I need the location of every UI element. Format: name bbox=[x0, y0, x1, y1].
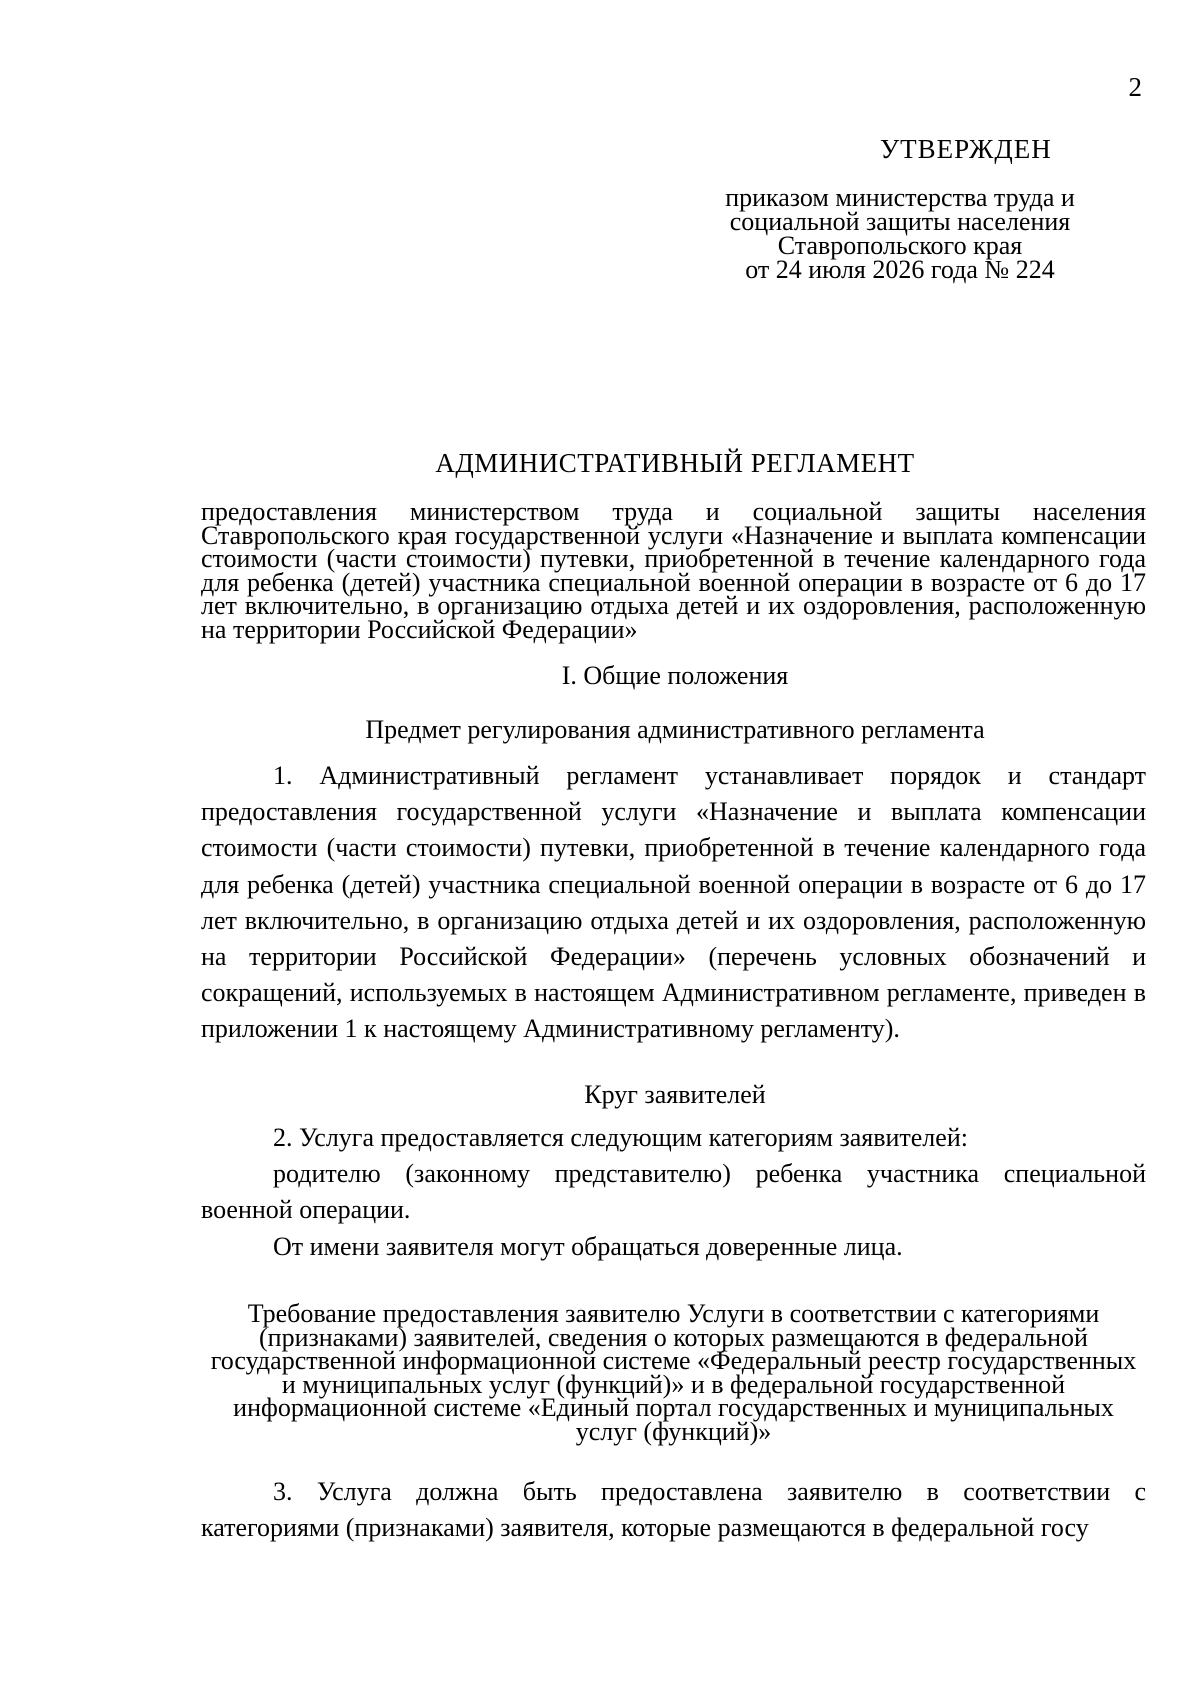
subsection-heading-subject: Предмет регулирования административного регламента bbox=[365, 715, 985, 744]
subsection-heading-applicants: Круг заявителей bbox=[584, 1080, 766, 1109]
approval-line: социальной защиты населения bbox=[729, 207, 1071, 236]
section-heading-general: I. Общие положения bbox=[561, 661, 789, 690]
document-subtitle: предоставления министерством труда и социальной защиты населения Ставропольского края государственной услуги «Назначение и выплата компенсации стоимости (части стоимости) путевки, приобретенной в течение календарного года для ребенка (детей) участника специальной военной операции в возрасте от 6 до 17 лет включительно, в организацию отдыха детей и их оздоровления, расположенную на территории Российской Федерации» bbox=[201, 497, 1146, 644]
page-number: 2 bbox=[1128, 72, 1142, 102]
paragraph-1: 1. Административный регламент устанавливает порядок и стандарт предоставления государственной услуги «Назначение и выплата компенсации стоимости (части стоимости) путевки, приобретенной в течение календарного года для ребенка (детей) участника специальной военной операции в возрасте от 6 до 17 лет включительно, в организацию отдыха детей и их оздоровления, расположенную на территории Российской Федерации» (перечень условных обозначений и сокращений, используемых в настоящем Административном регламенте, приведен в приложении 1 к настоящему Административному регламенту). bbox=[201, 761, 1146, 1044]
approval-line: от 24 июля 2026 года № 224 bbox=[745, 255, 1055, 284]
approval-line: Ставропольского края bbox=[777, 231, 1023, 260]
paragraph-2: 2. Услуга предоставляется следующим категориям заявителей: bbox=[273, 1123, 968, 1152]
approval-line: приказом министерства труда и bbox=[725, 183, 1075, 212]
paragraph-2-item: родителю (законному представителю) ребенка участника специальной военной операции. bbox=[201, 1159, 1146, 1225]
requirement-heading: Требование предоставления заявителю Услуги в соответствии с категориями (признаками) заявителей, сведения о которых размещаются в федеральной государственной информационной системе «Федеральный реестр государственных и муниципальных услуг (функций)» и в федеральной государственной информационной системе «Единый портал государственных и муниципальных услуг (функций)» bbox=[210, 1299, 1137, 1446]
document-title: АДМИНИСТРАТИВНЫЙ РЕГЛАМЕНТ bbox=[435, 448, 915, 478]
approval-details bbox=[700, 183, 1100, 284]
paragraph-2-note: От имени заявителя могут обращаться доверенные лица. bbox=[273, 1232, 903, 1261]
approval-stamp-title: УТВЕРЖДЕН bbox=[880, 134, 1052, 164]
paragraph-3: 3. Услуга должна быть предоставлена заявителю в соответствии с категориями (признаками) заявителя, которые размещаются в федеральной госу bbox=[201, 1477, 1146, 1543]
